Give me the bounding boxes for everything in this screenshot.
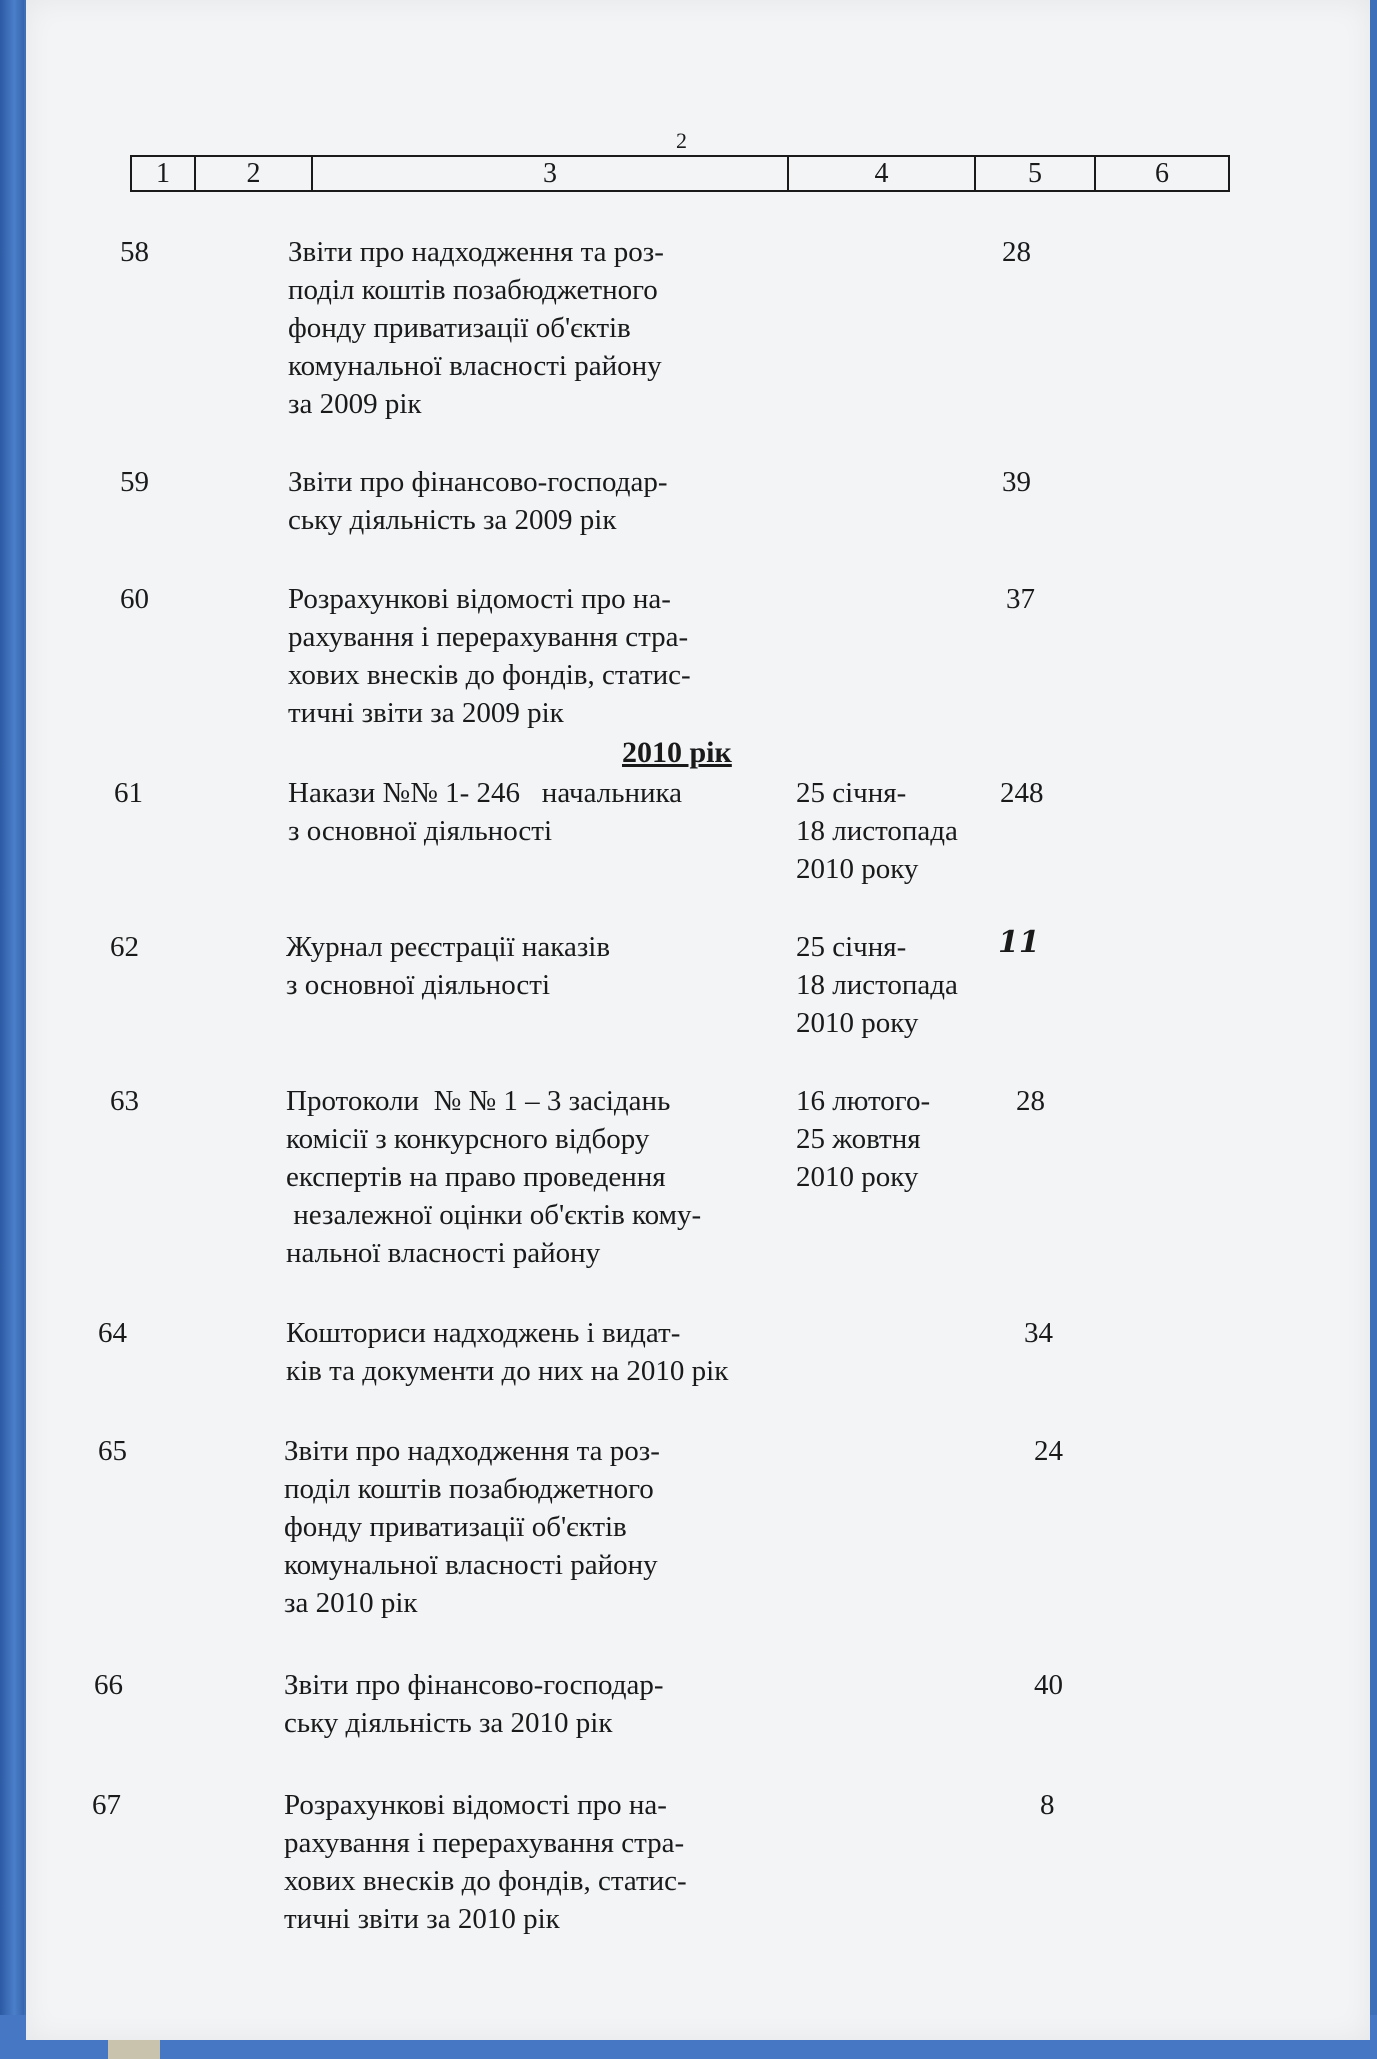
entry-title: Журнал реєстрації наказів з основної діяльності (286, 931, 611, 1001)
entry-number: 63 (110, 1085, 139, 1117)
entry-date-range: 25 січня- 18 листопада 2010 року (796, 931, 958, 1039)
entry-sheet-count: 248 (1000, 777, 1044, 809)
entry-title: Звіти про надходження та роз- поділ коштів позабюджетного фонду приватизації об'єктів комунальної власності району за 2009 рік (288, 236, 664, 420)
entry-number: 60 (120, 583, 149, 615)
entry-title: Звіти про фінансово-господар- ську діяльність за 2010 рік (284, 1669, 664, 1739)
entry-number: 65 (98, 1435, 127, 1467)
document-page (26, 0, 1370, 2040)
entry-number: 61 (114, 777, 143, 809)
entry-title: Звіти про надходження та роз- поділ коштів позабюджетного фонду приватизації об'єктів комунальної власності району за 2010 рік (284, 1435, 660, 1619)
header-col-1: 1 (132, 157, 196, 190)
header-col-2: 2 (196, 157, 313, 190)
entry-number: 59 (120, 466, 149, 498)
entry-number: 62 (110, 931, 139, 963)
entry-date-range: 25 січня- 18 листопада 2010 року (796, 777, 958, 885)
entry-title: Розрахункові відомості про на- рахування і перерахування стра- хових внесків до фондів, статис- тичні звіти за 2009 рік (288, 583, 691, 729)
entry-sheet-count: 37 (1006, 583, 1035, 615)
entry-sheet-count: 24 (1034, 1435, 1063, 1467)
header-col-6: 6 (1155, 158, 1169, 189)
book-binding (0, 0, 24, 2059)
entry-number: 66 (94, 1669, 123, 1701)
entry-sheet-count: 34 (1024, 1317, 1053, 1349)
entry-title: Розрахункові відомості про на- рахування і перерахування стра- хових внесків до фондів, статис- тичні звіти за 2010 рік (284, 1789, 687, 1935)
entry-number: 64 (98, 1317, 127, 1349)
entry-sheet-count: 11 (998, 925, 1040, 960)
entry-title: Кошториси надходжень і видат- ків та документи до них на 2010 рік (286, 1317, 729, 1387)
entry-sheet-count: 28 (1002, 236, 1031, 268)
entry-sheet-count: 40 (1034, 1669, 1063, 1701)
header-col-5: 5 (976, 157, 1096, 190)
entry-sheet-count: 8 (1040, 1789, 1055, 1821)
year-heading: 2010 рік (622, 736, 732, 769)
entry-title: Протоколи № № 1 – 3 засідань комісії з конкурсного відбору експертів на право проведення незалежної оцінки об'єктів кому- нальної власності району (286, 1085, 702, 1269)
header-col-3: 3 (313, 157, 789, 190)
entry-title: Накази №№ 1- 246 начальника з основної діяльності (288, 777, 683, 847)
header-col-4: 4 (789, 157, 976, 190)
entry-title: Звіти про фінансово-господар- ську діяльність за 2009 рік (288, 466, 668, 536)
entry-sheet-count: 28 (1016, 1085, 1045, 1117)
table-header-row (130, 155, 1230, 192)
entry-date-range: 16 лютого- 25 жовтня 2010 року (796, 1085, 931, 1193)
entry-number: 67 (92, 1789, 121, 1821)
page-number: 2 (676, 128, 687, 153)
entry-number: 58 (120, 236, 149, 268)
entry-sheet-count: 39 (1002, 466, 1031, 498)
